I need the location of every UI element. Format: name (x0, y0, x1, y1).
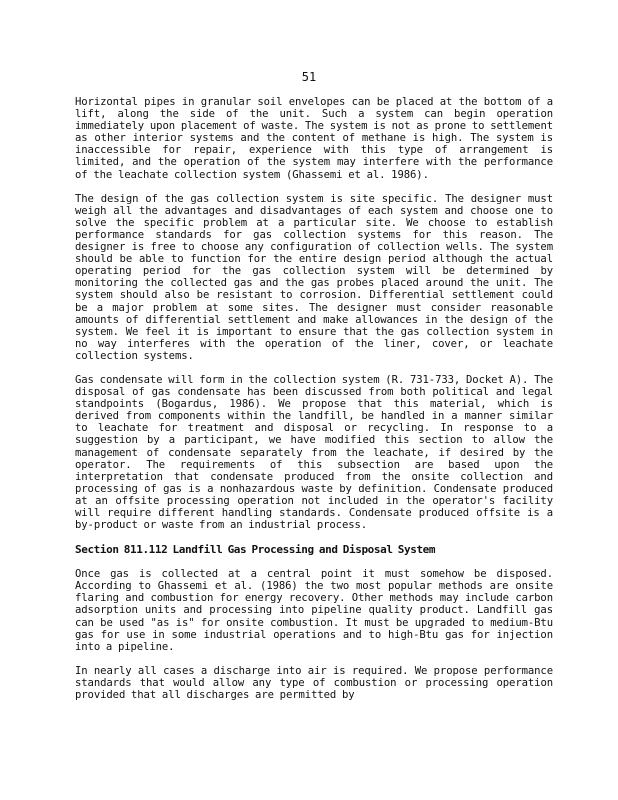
paragraph-gas-disposal: Once gas is collected at a central point it must somehow be disposed. According to Ghassemi et al. (1986) the two most popular methods are onsite flaring and combustion for energy recovery. Other methods may include carbon adsorption units and processing into pipeline quality product. Landfill gas can be used "as is" for onsite combustion. It must be upgraded to medium-Btu gas for use in some industrial operations and to high-Btu gas for injection into a pipeline. (75, 568, 553, 653)
paragraph-gas-condensate: Gas condensate will form in the collection system (R. 731-733, Docket A). The disposal of gas condensate has been discussed from both political and legal standpoints (Bogardus, 1986). We propose that this material, which is derived from components within the landfill, be handled in a manner similar to leachate for treatment and disposal or recycling. In response to a suggestion by a participant, we have modified this section to allow the management of condensate separately from the leachate, if desired by the operator. The requirements of this subsection are based upon the interpretation that condensate produced from the onsite collection and processing of gas is a nonhazardous waste by definition. Condensate produced at an offsite processing operation not included in the operator's facility will require different handling standards. Condensate produced offsite is a by-product or waste from an industrial process. (75, 373, 553, 532)
body-text (75, 96, 553, 713)
paragraph-horizontal-pipes: Horizontal pipes in granular soil envelopes can be placed at the bottom of a lift, along the side of the unit. Such a system can begin operation immediately upon placement of waste. The system is not as prone to settlement as other interior systems and the content of methane is high. The system is inaccessible for repair, experience with this type of arrangement is limited, and the operation of the system may interfere with the performance of the leachate collection system (Ghassemi et al. 1986). (75, 96, 553, 181)
section-heading: Section 811.112 Landfill Gas Processing and Disposal System (75, 543, 436, 557)
page-number: 51 (301, 70, 317, 84)
paragraph-air-discharge: In nearly all cases a discharge into air is required. We propose performance standards that would allow any type of combustion or processing operation provided that all discharges are permitted by (75, 664, 553, 702)
paragraph-gas-collection-design: The design of the gas collection system is site specific. The designer must weigh all the advantages and disadvantages of each system and choose one to solve the specific problem at a particular site. We choose to establish performance standards for gas collection systems for this reason. The designer is free to choose any configuration of collection wells. The system should be able to function for the entire design period although the actual operating period for the gas collection system will be determined by monitoring the collected gas and the gas probes placed around the unit. The system should also be resistant to corrosion. Differential settlement could be a major problem at some sites. The designer must consider reasonable amounts of differential settlement and make allowances in the design of the system. We feel it is important to ensure that the gas collection system in no way interferes with the operation of the liner, cover, or leachate collection systems. (75, 192, 553, 362)
